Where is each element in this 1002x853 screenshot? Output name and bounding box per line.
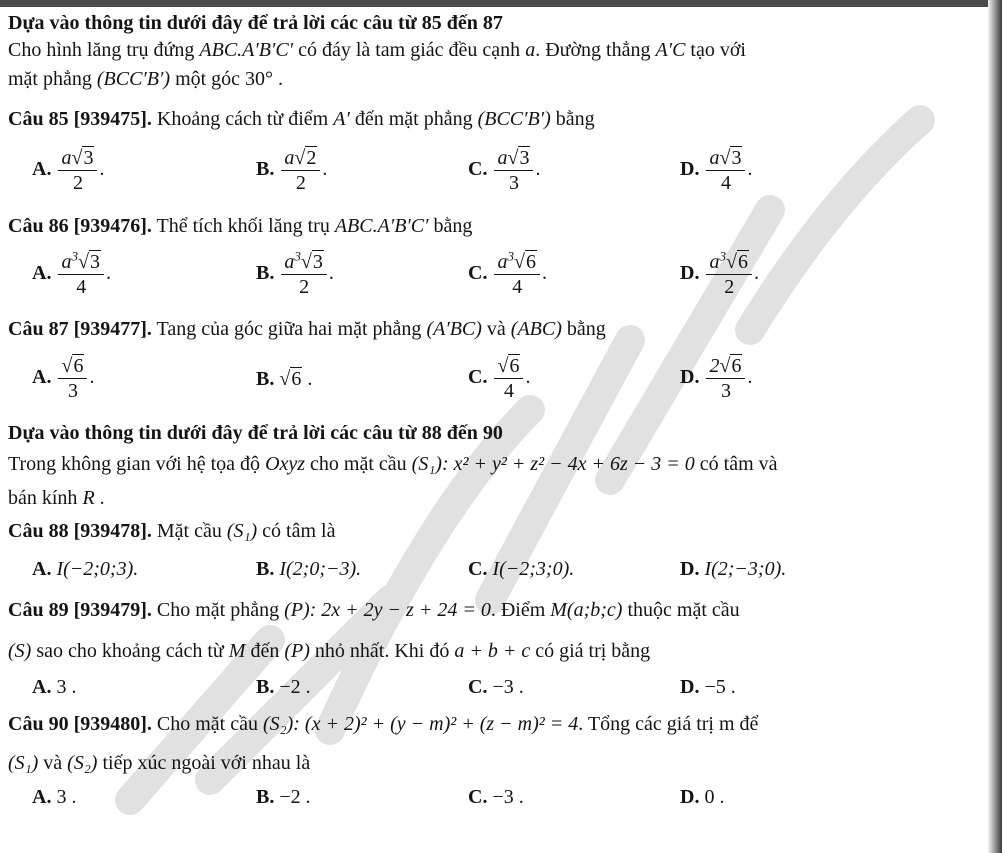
q90-option-d[interactable]: D. 0 . xyxy=(680,786,725,808)
q85-option-a[interactable]: A. $\frac{a√3}{2}$ . xyxy=(32,147,105,194)
q87-option-d[interactable]: D. $\frac{2√6}{3}$ . xyxy=(680,355,753,402)
q90-option-c[interactable]: C. −3 . xyxy=(468,786,524,808)
q88-option-a[interactable]: A. I(−2;0;3). xyxy=(32,558,139,580)
question-88: Câu 88 [939478]. Mặt cầu (S₁) có tâm là xyxy=(8,520,336,542)
question-86: Câu 86 [939476]. Thể tích khối lăng trụ ABC.A′B′C′ bằng xyxy=(8,215,473,237)
section-header-85-87: Dựa vào thông tin dưới đây để trả lời các câu từ 85 đến 87 xyxy=(8,12,503,34)
q86-option-b[interactable]: B. $\frac{a^3√3}{2}$ . xyxy=(256,248,334,298)
q86-option-c[interactable]: C. $\frac{a^3√6}{4}$ . xyxy=(468,248,547,298)
question-90-line1: Câu 90 [939480]. Cho mặt cầu (S₂): (x + 2)² + (y − m)² + (z − m)² = 4. Tổng các giá trị m để xyxy=(8,713,759,735)
intro-88-90-line2: bán kính R . xyxy=(8,487,105,509)
right-page-edge xyxy=(988,0,1002,853)
q89-option-d[interactable]: D. −5 . xyxy=(680,676,736,698)
q85-option-d[interactable]: D. $\frac{a√3}{4}$ . xyxy=(680,147,753,194)
q88-option-b[interactable]: B. I(2;0;−3). xyxy=(256,558,362,580)
question-85: Câu 85 [939475]. Khoảng cách từ điểm A′ đến mặt phẳng (BCC′B′) bằng xyxy=(8,108,595,130)
intro-88-90-line1: Trong không gian với hệ tọa độ Oxyz cho mặt cầu (S₁): x² + y² + z² − 4x + 6z − 3 = 0 có tâm và xyxy=(8,453,778,475)
top-dark-bar xyxy=(0,0,1002,7)
q90-option-a[interactable]: A. 3 . xyxy=(32,786,77,808)
q87-option-a[interactable]: A. $\frac{√6}{3}$ . xyxy=(32,355,95,402)
q89-option-c[interactable]: C. −3 . xyxy=(468,676,524,698)
q88-option-d[interactable]: D. I(2;−3;0). xyxy=(680,558,787,580)
question-90-line2: (S₁) và (S₂) tiếp xúc ngoài với nhau là xyxy=(8,752,311,774)
question-87: Câu 87 [939477]. Tang của góc giữa hai mặt phẳng (A′BC) và (ABC) bằng xyxy=(8,318,606,340)
q87-option-c[interactable]: C. $\frac{√6}{4}$ . xyxy=(468,355,531,402)
question-89-line1: Câu 89 [939479]. Cho mặt phẳng (P): 2x + 2y − z + 24 = 0. Điểm M(a;b;c) thuộc mặt cầu xyxy=(8,599,740,621)
intro-85-87-line2: mặt phẳng (BCC′B′) một góc 30° . xyxy=(8,68,284,90)
q87-option-b[interactable]: B. √6 . xyxy=(256,368,313,390)
q88-option-c[interactable]: C. I(−2;3;0). xyxy=(468,558,575,580)
q86-option-d[interactable]: D. $\frac{a^3√6}{2}$ . xyxy=(680,248,759,298)
q85-option-c[interactable]: C. $\frac{a√3}{3}$ . xyxy=(468,147,541,194)
q89-option-a[interactable]: A. 3 . xyxy=(32,676,77,698)
q89-option-b[interactable]: B. −2 . xyxy=(256,676,311,698)
question-89-line2: (S) sao cho khoảng cách từ M đến (P) nhỏ nhất. Khi đó a + b + c có giá trị bằng xyxy=(8,640,651,662)
q86-option-a[interactable]: A. $\frac{a^3√3}{4}$ . xyxy=(32,248,111,298)
section-header-88-90: Dựa vào thông tin dưới đây để trả lời các câu từ 88 đến 90 xyxy=(8,422,503,444)
q85-option-b[interactable]: B. $\frac{a√2}{2}$ . xyxy=(256,147,328,194)
q90-option-b[interactable]: B. −2 . xyxy=(256,786,311,808)
intro-85-87-line1: Cho hình lăng trụ đứng ABC.A′B′C′ có đáy là tam giác đều cạnh a. Đường thẳng A′C tạo với xyxy=(8,39,746,61)
